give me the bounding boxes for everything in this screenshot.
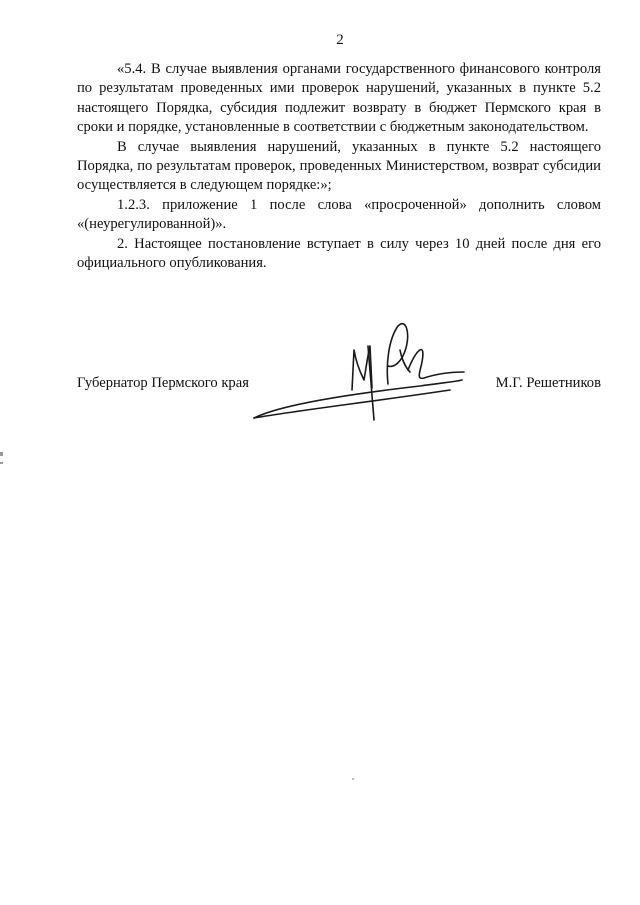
document-body — [77, 60, 601, 273]
signer-title: Губернатор Пермского края — [77, 375, 249, 391]
scan-artifact — [0, 462, 3, 464]
scan-artifact — [352, 778, 354, 780]
page-number: 2 — [336, 32, 344, 48]
paragraph-appendix-amendment: 1.2.3. приложение 1 после слова «просроченной» дополнить словом «(неурегулированной)». — [77, 196, 601, 233]
paragraph-entry-into-force: 2. Настоящее постановление вступает в силу через 10 дней после дня его официального опубликования. — [77, 235, 601, 272]
scan-artifact — [0, 452, 3, 456]
paragraph-clause-5-4: «5.4. В случае выявления органами государственного финансового контроля по результатам проведенных ими проверок нарушений, указанных в пункте 5.2 настоящего Порядка, субсидия подлежит возврату в бюджет Пермского края в сроки и порядке, установленные в соответствии с бюджетным законодательством. — [77, 61, 601, 136]
paragraph-ministry-violations: В случае выявления нарушений, указанных в пункте 5.2 настоящего Порядка, по результатам проверок, проведенных Министерством, возврат субсидии осуществляется в следующем порядке:»; — [77, 138, 601, 194]
signer-name: М.Г. Решетников — [495, 375, 601, 391]
handwritten-signature — [240, 310, 480, 430]
